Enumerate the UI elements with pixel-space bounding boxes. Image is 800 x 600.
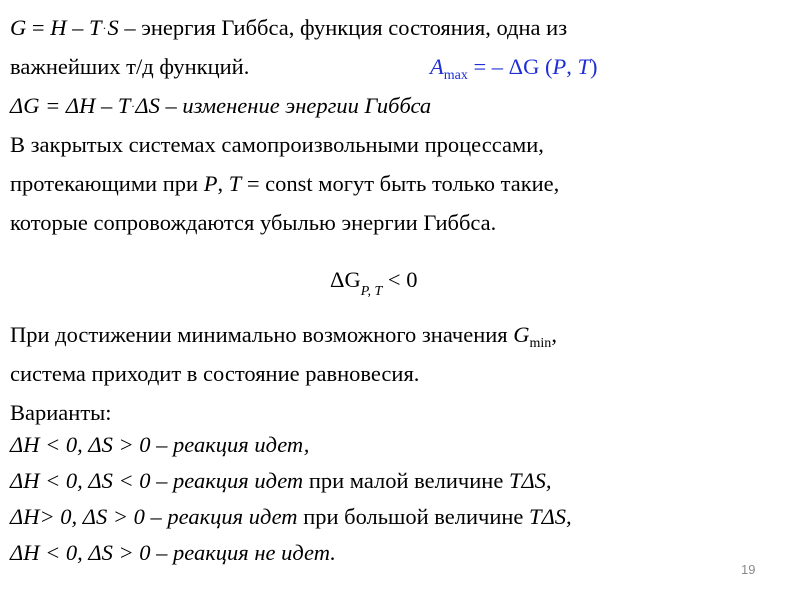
text-qualifier: при малой величине <box>303 468 509 493</box>
text-delta-g: ΔG <box>330 267 361 292</box>
text-dash: – <box>66 15 89 40</box>
line-variant-4 <box>10 539 336 567</box>
text-gibbs-change: ΔS – изменение энергии Гиббса <box>135 93 432 118</box>
text-close-paren: ) <box>590 54 598 79</box>
text-definition: – энергия Гиббса, функция состояния, одна из <box>118 15 568 40</box>
symbol-G: G <box>10 15 27 40</box>
text-part-a: протекающими при <box>10 171 204 196</box>
formula-delta-g-negative <box>330 265 417 299</box>
line-gibbs-change <box>10 92 431 123</box>
text-comma: , <box>551 322 557 347</box>
symbol-G: G <box>513 322 530 347</box>
symbol-T: T <box>529 504 542 529</box>
line-variants-heading: Варианты: <box>10 400 112 425</box>
multiplication-dot: · <box>131 99 135 113</box>
text-important-functions: важнейших т/д функций. <box>10 54 250 79</box>
subscript-max: max <box>443 68 468 83</box>
symbol-T: T <box>508 468 522 493</box>
line-equilibrium: система приходит в состояние равновесия. <box>10 361 420 386</box>
text-outcome: реакция не идет. <box>173 540 336 565</box>
text-outcome: реакция идет, <box>173 432 310 457</box>
text-outcome: реакция идет <box>167 504 298 529</box>
text-condition: ΔH < 0, ΔS > 0 – <box>10 432 174 457</box>
text-condition: ΔH < 0, ΔS < 0 – <box>10 468 174 493</box>
text-minus-dG: = – ΔG ( <box>467 54 553 79</box>
line-closed-systems: В закрытых системах самопроизвольными процессами, <box>10 132 544 157</box>
line-gibbs-definition <box>10 14 567 45</box>
symbol-T: T <box>577 54 591 79</box>
symbol-P: P <box>552 54 567 79</box>
symbol-P: P <box>203 171 218 196</box>
text-comma: , <box>217 171 229 196</box>
text-delta-s: ΔS, <box>521 468 552 493</box>
symbol-S: S <box>107 15 119 40</box>
subscript-min: min <box>529 336 552 351</box>
text-less-zero: < 0 <box>382 267 418 292</box>
line-important-functions <box>10 53 790 81</box>
subscript-p-t: P, T <box>360 284 383 299</box>
text-condition: ΔH> 0, ΔS > 0 – <box>10 504 168 529</box>
multiplication-dot: · <box>102 21 107 35</box>
text-part-a: При достижении минимально возможного значения <box>10 322 514 347</box>
text-delta-s: ΔS, <box>541 504 572 529</box>
page-number: 19 <box>741 562 756 577</box>
formula-amax <box>430 53 598 85</box>
line-const-conditions <box>10 170 559 198</box>
line-gibbs-decrease: которые сопровождаются убылью энергии Гиббса. <box>10 210 497 235</box>
text-condition: ΔH < 0, ΔS > 0 – <box>10 540 174 565</box>
text-delta-formula: ΔG = ΔH – T <box>10 93 131 118</box>
text-part-b: = const могут быть только такие, <box>241 171 560 196</box>
line-variant-2 <box>10 467 552 495</box>
symbol-H: H <box>50 15 67 40</box>
symbol-A: A <box>430 54 444 79</box>
line-variant-3 <box>10 503 572 531</box>
text-eq: = <box>26 15 51 40</box>
text-qualifier: при большой величине <box>297 504 530 529</box>
symbol-T: T <box>228 171 242 196</box>
line-variant-1 <box>10 431 309 459</box>
text-comma: , <box>566 54 578 79</box>
line-minimum-value <box>10 321 557 353</box>
text-outcome: реакция идет <box>173 468 304 493</box>
symbol-T: T <box>88 15 102 40</box>
